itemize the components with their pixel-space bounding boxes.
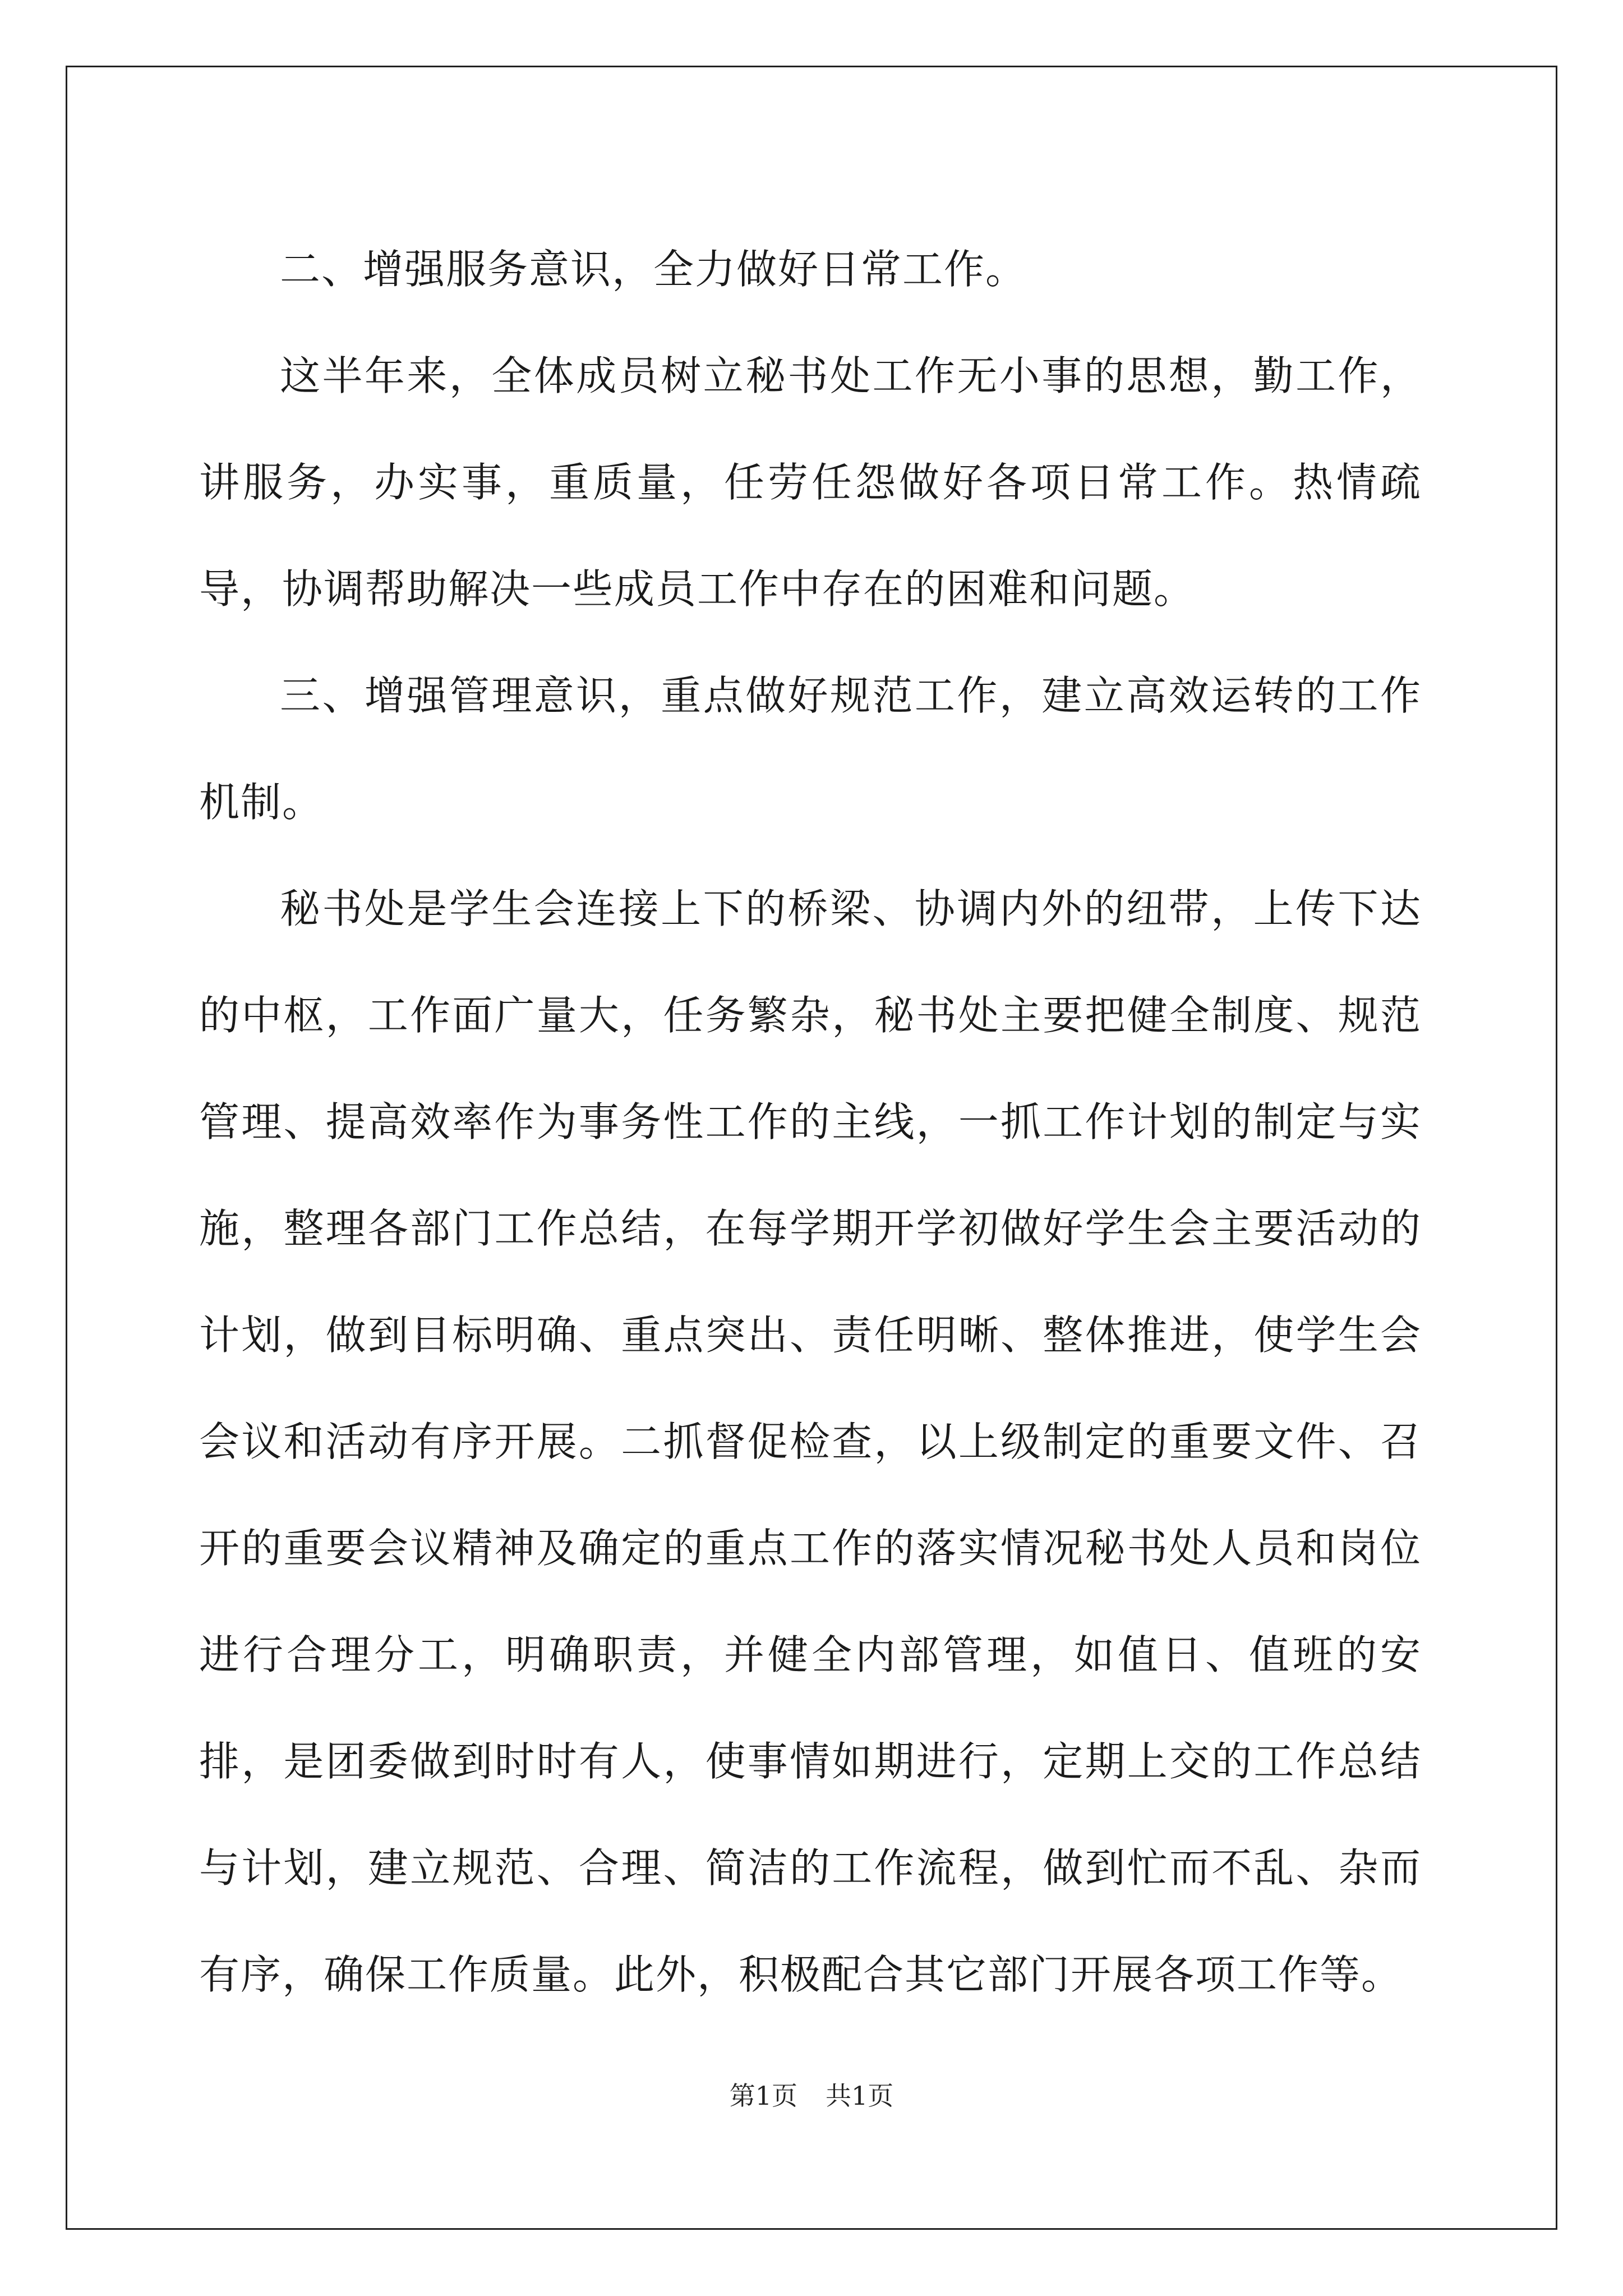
page-number: 第1页 <box>729 2081 797 2111</box>
paragraph-body-1: 这半年来，全体成员树立秘书处工作无小事的思想，勤工作，讲服务，办实事，重质量，任劳任怨做好各项日常工作。热情疏导，协调帮助解决一些成员工作中存在的困难和问题。 <box>199 352 1422 613</box>
document-body <box>199 216 1422 2028</box>
page-total: 共1页 <box>826 2081 894 2111</box>
paragraph-body-2: 秘书处是学生会连接上下的桥梁、协调内外的纽带，上传下达的中枢，工作面广量大，任务繁杂，秘书处主要把健全制度、规范管理、提高效率作为事务性工作的主线，一抓工作计划的制定与实施，整理各部门工作总结，在每学期开学初做好学生会主要活动的计划，做到目标明确、重点突出、责任明晰、整体推进，使学生会会议和活动有序开展。二抓督促检查，以上级制定的重要文件、召开的重要会议精神及确定的重点工作的落实情况秘书处人员和岗位进行合理分工，明确职责，并健全内部管理，如值日、值班的安排，是团委做到时时有人，使事情如期进行，定期上交的工作总结与计划，建立规范、合理、简洁的工作流程，做到忙而不乱、杂而有序，确保工作质量。此外，积极配合其它部门开展各项工作等。 <box>199 885 1422 1998</box>
page-footer <box>0 2076 1623 2113</box>
paragraph-heading-3: 三、增强管理意识，重点做好规范工作，建立高效运转的工作机制。 <box>199 672 1422 826</box>
paragraph-heading-2: 二、增强服务意识，全力做好日常工作。 <box>280 246 1027 293</box>
